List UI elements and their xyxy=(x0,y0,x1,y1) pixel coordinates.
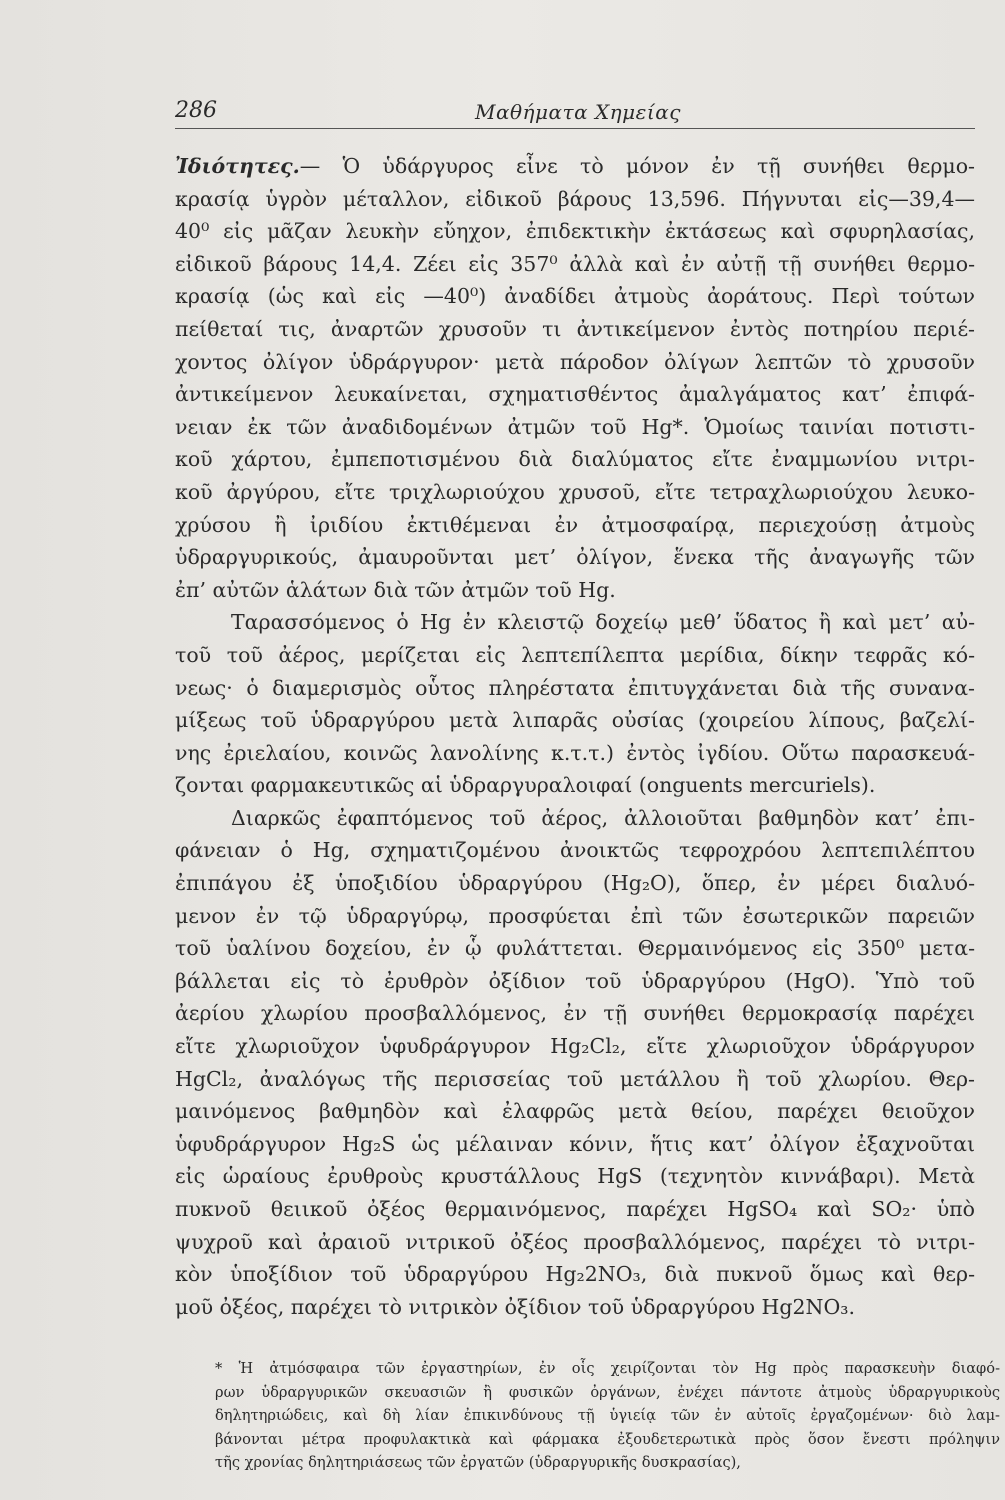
text-line: ἀερίου χλωρίου προσβαλλόμενος, ἐν τῇ συνήθει θερμοκρασίᾳ παρέχει xyxy=(175,1001,975,1026)
text-line: φάνειαν ὁ Hg, σχηματιζομένου ἀνοικτῶς τεφροχρόου λεπτεπιλέπτου xyxy=(175,838,975,863)
text-line: ὑδραργυρικούς, ἀμαυροῦνται μετ’ ὀλίγον, ἕνεκα τῆς ἀναγωγῆς τῶν xyxy=(175,545,975,570)
text-line: HgCl₂, ἀναλόγως τῆς περισσείας τοῦ μετάλλου ἢ τοῦ χλωρίου. Θερ- xyxy=(175,1066,975,1091)
text-line: κοῦ χάρτου, ἐμπεποτισμένου διὰ διαλύματος εἴτε ἐναμμωνίου νιτρι- xyxy=(175,447,975,472)
running-head xyxy=(175,98,975,128)
text-line: εἰς ὡραίους ἐρυθροὺς κρυστάλλους HgS (τεχνητὸν κιννάβαρι). Μετὰ xyxy=(175,1164,975,1189)
body-text xyxy=(175,150,985,1323)
text-line: κοῦ ἀργύρου, εἴτε τριχλωριούχου χρυσοῦ, εἴτε τετραχλωριούχου λευκο- xyxy=(175,479,975,504)
text-line: μαινόμενος βαθμηδὸν καὶ ἐλαφρῶς μετὰ θείου, παρέχει θειοῦχον xyxy=(175,1099,975,1124)
text-line: εἴτε χλωριοῦχον ὑφυδράργυρον Hg₂Cl₂, εἴτε χλωριοῦχον ὑδράργυρον xyxy=(175,1034,975,1059)
text-line: ὑφυδράργυρον Hg₂S ὡς μέλαιναν κόνιν, ἥτις κατ’ ὀλίγον ἐξαχνοῦται xyxy=(175,1131,975,1156)
running-title: Μαθήματα Χημείας xyxy=(475,100,681,124)
footnote-line: δηλητηριώδεις, καὶ δὴ λίαν ἐπικινδύνους τῇ ὑγιείᾳ τῶν ἐν αὐτοῖς ἐργαζομένων· διὸ λαμ- xyxy=(215,1407,1000,1425)
footnote xyxy=(215,1357,1005,1475)
section-lead: Ἰδιότητες. xyxy=(175,154,300,178)
text-line: κὸν ὑποξίδιον τοῦ ὑδραργύρου Hg₂2NO₃, διὰ πυκνοῦ ὅμως καὶ θερ- xyxy=(175,1262,975,1287)
page-number: 286 xyxy=(175,98,217,123)
text-line: κρασίᾳ ὑγρὸν μέταλλον, εἰδικοῦ βάρους 13,596. Πήγνυται εἰς—39,4— xyxy=(175,186,975,211)
text-line: μενον ἐν τῷ ὑδραργύρῳ, προσφύεται ἐπὶ τῶν ἐσωτερικῶν παρειῶν xyxy=(175,903,975,928)
footnote-line: * Ἡ ἀτμόσφαιρα τῶν ἐργαστηρίων, ἐν οἷς χειρίζονται τὸν Hg πρὸς παρασκευὴν διαφό- xyxy=(215,1360,1000,1377)
text-line: Ἰδιότητες.— Ὁ ὑδάργυρος εἶνε τὸ μόνον ἐν τῇ συνήθει θερμο- xyxy=(175,154,975,178)
text-line: νης ἐριελαίου, κοινῶς λανολίνης κ.τ.τ.) ἐντὸς ἰγδίου. Οὕτω παρασκευά- xyxy=(175,740,975,765)
text-line: Διαρκῶς ἐφαπτόμενος τοῦ ἀέρος, ἀλλοιοῦται βαθμηδὸν κατ’ ἐπι- xyxy=(231,805,975,830)
text-line: τοῦ ὑαλίνου δοχείου, ἐν ᾧ φυλάττεται. Θερμαινόμενος εἰς 350⁰ μετα- xyxy=(175,936,975,961)
text-line: νεως· ὁ διαμερισμὸς οὗτος πληρέστατα ἐπιτυγχάνεται διὰ τῆς συνανα- xyxy=(175,675,975,700)
text-line: ἀντικείμενον λευκαίνεται, σχηματισθέντος ἀμαλγάματος κατ’ ἐπιφά- xyxy=(175,382,975,407)
text-line: τοῦ τοῦ ἀέρος, μερίζεται εἰς λεπτεπίλεπτα μερίδια, δίκην τεφρᾶς κό- xyxy=(175,642,975,667)
text-line: χοντος ὀλίγον ὑδράργυρον· μετὰ πάροδον ὀλίγων λεπτῶν τὸ χρυσοῦν xyxy=(175,349,975,374)
text-line: νειαν ἐκ τῶν ἀναδιδομένων ἀτμῶν τοῦ Hg*. Ὁμοίως ταινίαι ποτιστι- xyxy=(175,414,975,439)
footnote-line: βάνονται μέτρα προφυλακτικὰ καὶ φάρμακα ἐξουδετερωτικὰ πρὸς ὅσον ἔνεστι πρόληψιν xyxy=(215,1430,1000,1448)
text-line: ψυχροῦ καὶ ἀραιοῦ νιτρικοῦ ὀξέος προσβαλλόμενος, παρέχει τὸ νιτρι- xyxy=(175,1229,975,1254)
footnote-line: τῆς χρονίας δηλητηριάσεως τῶν ἐργατῶν (ὑδραργυρικῆς δυσκρασίας), xyxy=(215,1454,741,1472)
text-line: εἰδικοῦ βάρους 14,4. Ζέει εἰς 357⁰ ἀλλὰ καὶ ἐν αὐτῇ τῇ συνήθει θερμο- xyxy=(175,251,975,276)
text-line: πείθεταί τις, ἀναρτῶν χρυσοῦν τι ἀντικείμενον ἐντὸς ποτηρίου περιέ- xyxy=(175,316,975,341)
text-line: βάλλεται εἰς τὸ ἐρυθρὸν ὀξίδιον τοῦ ὑδραργύρου (HgO). Ὑπὸ τοῦ xyxy=(175,968,975,993)
footnote-line: ρων ὑδραργυρικῶν σκευασιῶν ἢ φυσικῶν ὀργάνων, ἐνέχει πάντοτε ἀτμοὺς ὑδραργυρικοὺς xyxy=(215,1383,1000,1401)
text-line: ζονται φαρμακευτικῶς αἱ ὑδραργυραλοιφαί (onguents mercuriels). xyxy=(175,773,876,798)
text-line: Ταρασσόμενος ὁ Hg ἐν κλειστῷ δοχείῳ μεθ’ ὕδατος ἢ καὶ μετ’ αὐ- xyxy=(231,610,975,635)
text-line: μίξεως τοῦ ὑδραργύρου μετὰ λιπαρᾶς οὐσίας (χοιρείου λίπους, βαζελί- xyxy=(175,708,975,733)
text-line: ἐπ’ αὐτῶν ἁλάτων διὰ τῶν ἀτμῶν τοῦ Hg. xyxy=(175,577,616,602)
text-line: ἐπιπάγου ἐξ ὑποξιδίου ὑδραργύρου (Hg₂O), ὅπερ, ἐν μέρει διαλυό- xyxy=(175,871,975,896)
text-line: πυκνοῦ θειικοῦ ὀξέος θερμαινόμενος, παρέχει HgSO₄ καὶ SO₂· ὑπὸ xyxy=(175,1197,975,1221)
text-line: χρύσου ἢ ἰριδίου ἐκτιθέμεναι ἐν ἀτμοσφαίρᾳ, περιεχούσῃ ἀτμοὺς xyxy=(175,512,975,537)
text-line: 40⁰ εἰς μᾶζαν λευκὴν εὔηχον, ἐπιδεκτικὴν ἐκτάσεως καὶ σφυρηλασίας, xyxy=(175,219,975,244)
text-line: μοῦ ὀξέος, παρέχει τὸ νιτρικὸν ὀξίδιον τοῦ ὑδραργύρου Hg2NO₃. xyxy=(175,1294,855,1319)
header-rule xyxy=(175,128,975,129)
text-line: κρασίᾳ (ὡς καὶ εἰς —40⁰) ἀναδίδει ἀτμοὺς ἀοράτους. Περὶ τούτων xyxy=(175,284,975,309)
